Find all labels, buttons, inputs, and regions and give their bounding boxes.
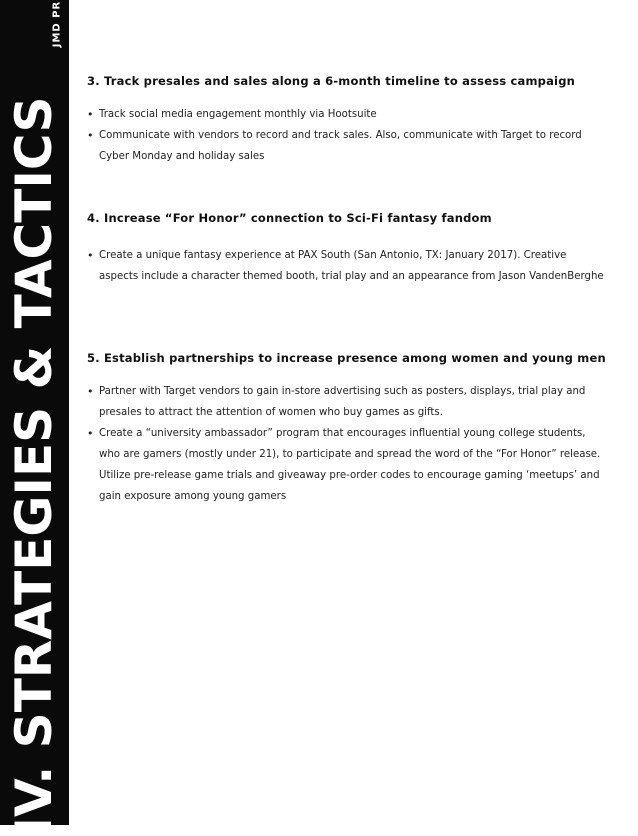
- agency-tag: JMD PR: [51, 0, 63, 48]
- bullet-icon: •: [87, 249, 94, 262]
- tactic-text: Communicate with vendors to record and track sales. Also, communicate with Target to record Cyber Monday and holiday sales: [99, 130, 582, 162]
- strategy-heading: 5. Establish partnerships to increase presence among women and young men: [87, 351, 606, 365]
- tactic-text: Create a unique fantasy experience at PAX South (San Antonio, TX: January 2017). Creative aspects include a character themed booth, trial play and an appearance from Jason VandenBerghe: [99, 250, 604, 282]
- tactic-item: [87, 423, 607, 507]
- tactic-item: [87, 245, 607, 287]
- bullet-icon: •: [87, 385, 94, 398]
- tactic-list: [87, 381, 607, 507]
- tactic-text: Create a “university ambassador” program that encourages influential young college students, who are gamers (mostly under 21), to participate and spread the word of the “For Honor” release. Utilize pre-release game trials and giveaway pre-order codes to encourage gaming ‘meetups’ and gain exposure among young gamers: [99, 428, 601, 502]
- bullet-icon: •: [87, 129, 94, 142]
- tactic-list: [87, 245, 607, 287]
- tactic-list: [87, 104, 607, 167]
- strategy-heading: 4. Increase “For Honor” connection to Sci-Fi fantasy fandom: [87, 211, 492, 225]
- section-title: IV. STRATEGIES & TACTICS: [5, 96, 63, 836]
- strategy-5: [87, 350, 607, 507]
- sidebar: [0, 0, 69, 836]
- strategy-heading: 3. Track presales and sales along a 6-month timeline to assess campaign: [87, 74, 576, 88]
- tactic-text: Partner with Target vendors to gain in-store advertising such as posters, displays, trial play and presales to attract the attention of women who buy games as gifts.: [99, 386, 586, 418]
- strategy-4: [87, 210, 607, 287]
- bullet-icon: •: [87, 108, 94, 121]
- tactic-text: Track social media engagement monthly via Hootsuite: [99, 109, 377, 120]
- strategy-3: [87, 73, 607, 167]
- tactic-item: [87, 104, 607, 125]
- tactic-item: [87, 125, 607, 167]
- bullet-icon: •: [87, 427, 94, 440]
- tactic-item: [87, 381, 607, 423]
